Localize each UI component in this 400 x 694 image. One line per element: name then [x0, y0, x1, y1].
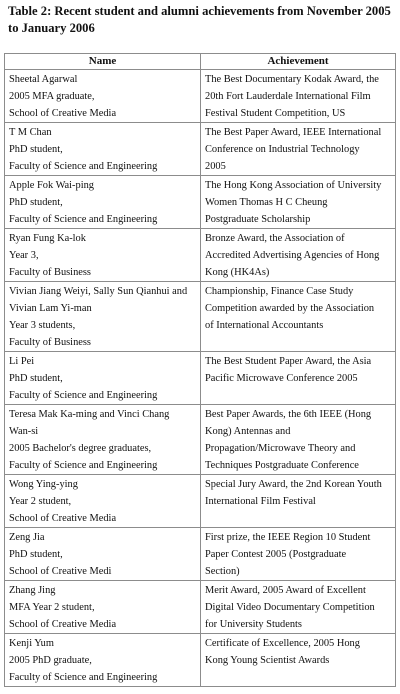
name-line: School of Creative Media	[9, 108, 117, 119]
achievement-line: 2005	[205, 161, 226, 172]
name-line: Sheetal Agarwal	[9, 74, 78, 85]
achievement-cell	[201, 634, 396, 687]
name-line: School of Creative Medi	[9, 566, 112, 577]
table-row	[5, 528, 396, 581]
table-row	[5, 229, 396, 282]
achievement-line: Techniques Postgraduate Conference	[205, 460, 359, 471]
name-line: Zhang Jing	[9, 585, 56, 596]
table-row	[5, 176, 396, 229]
achievement-line: Competition awarded by the Association	[205, 303, 375, 314]
achievement-line: Women Thomas H C Cheung	[205, 197, 328, 208]
name-cell	[5, 528, 201, 581]
achievement-line: Special Jury Award, the 2nd Korean Youth	[205, 479, 382, 490]
name-line: Li Pei	[9, 356, 35, 367]
achievement-cell	[201, 70, 396, 123]
achievement-line: Bronze Award, the Association of	[205, 233, 345, 244]
name-line: Kenji Yum	[9, 638, 54, 649]
achievement-line: Accredited Advertising Agencies of Hong	[205, 250, 380, 261]
name-line: Year 3,	[9, 250, 39, 261]
achievement-line: The Best Documentary Kodak Award, the	[205, 74, 379, 85]
name-line: Faculty of Science and Engineering	[9, 672, 158, 683]
achievement-line: Section)	[205, 566, 240, 577]
name-cell	[5, 634, 201, 687]
name-line: Faculty of Science and Engineering	[9, 214, 158, 225]
name-line: Wan-si	[9, 426, 39, 437]
name-line: Faculty of Business	[9, 337, 91, 348]
achievement-line: The Hong Kong Association of University	[205, 180, 382, 191]
name-cell	[5, 229, 201, 282]
achievement-line: Kong) Antennas and	[205, 426, 291, 437]
name-line: Wong Ying-ying	[9, 479, 78, 490]
achievement-cell	[201, 581, 396, 634]
name-line: 2005 PhD graduate,	[9, 655, 92, 666]
name-line: Vivian Jiang Weiyi, Sally Sun Qianhui and	[9, 286, 188, 297]
achievement-line: 20th Fort Lauderdale International Film	[205, 91, 371, 102]
name-line: Apple Fok Wai-ping	[9, 180, 94, 191]
name-cell	[5, 405, 201, 475]
name-line: 2005 Bachelor's degree graduates,	[9, 443, 152, 454]
name-line: Faculty of Science and Engineering	[9, 161, 158, 172]
table-title: Table 2: Recent student and alumni achievements from November 2005 to January 2006	[8, 4, 391, 35]
achievement-cell	[201, 352, 396, 405]
name-line: 2005 MFA graduate,	[9, 91, 95, 102]
achievement-line: for University Students	[205, 619, 302, 630]
name-cell	[5, 475, 201, 528]
name-line: Year 3 students,	[9, 320, 76, 331]
name-line: PhD student,	[9, 549, 63, 560]
name-line: School of Creative Media	[9, 619, 117, 630]
achievement-cell	[201, 282, 396, 352]
achievement-line: Merit Award, 2005 Award of Excellent	[205, 585, 366, 596]
table-row	[5, 352, 396, 405]
name-cell	[5, 70, 201, 123]
achievement-line: Postgraduate Scholarship	[205, 214, 311, 225]
name-cell	[5, 352, 201, 405]
achievement-cell	[201, 229, 396, 282]
name-line: MFA Year 2 student,	[9, 602, 95, 613]
achievement-cell	[201, 475, 396, 528]
achievement-line: Certificate of Excellence, 2005 Hong	[205, 638, 360, 649]
name-line: Vivian Lam Yi-man	[9, 303, 92, 314]
name-cell	[5, 581, 201, 634]
name-line: Teresa Mak Ka-ming and Vinci Chang	[9, 409, 170, 420]
achievement-line: Paper Contest 2005 (Postgraduate	[205, 549, 347, 560]
name-line: Year 2 student,	[9, 496, 72, 507]
name-line: PhD student,	[9, 197, 63, 208]
achievement-line: International Film Festival	[205, 496, 316, 507]
table-row	[5, 475, 396, 528]
name-line: T M Chan	[9, 127, 52, 138]
achievement-line: Championship, Finance Case Study	[205, 286, 354, 297]
name-cell	[5, 123, 201, 176]
achievement-line: Digital Video Documentary Competition	[205, 602, 375, 613]
achievement-line: Kong Young Scientist Awards	[205, 655, 330, 666]
achievement-line: of International Accountants	[205, 320, 324, 331]
table-row	[5, 634, 396, 687]
achievement-line: Conference on Industrial Technology	[205, 144, 360, 155]
achievement-line: Best Paper Awards, the 6th IEEE (Hong	[205, 409, 372, 420]
table-row	[5, 123, 396, 176]
table-row	[5, 405, 396, 475]
name-line: PhD student,	[9, 144, 63, 155]
name-cell	[5, 282, 201, 352]
name-line: Faculty of Science and Engineering	[9, 460, 158, 471]
achievement-cell	[201, 123, 396, 176]
header-achievement: Achievement	[201, 54, 396, 70]
name-line: Ryan Fung Ka-lok	[9, 233, 86, 244]
header-name: Name	[5, 54, 201, 70]
achievement-line: The Best Paper Award, IEEE International	[205, 127, 382, 138]
name-line: PhD student,	[9, 373, 63, 384]
achievement-line: Pacific Microwave Conference 2005	[205, 373, 358, 384]
achievements-table	[4, 53, 396, 687]
achievement-line: The Best Student Paper Award, the Asia	[205, 356, 372, 367]
table-row	[5, 70, 396, 123]
name-cell	[5, 176, 201, 229]
table-header-row	[5, 54, 396, 70]
name-line: School of Creative Media	[9, 513, 117, 524]
achievement-cell	[201, 176, 396, 229]
achievement-line: First prize, the IEEE Region 10 Student	[205, 532, 371, 543]
name-line: Faculty of Science and Engineering	[9, 390, 158, 401]
table-body	[5, 70, 396, 687]
achievement-cell	[201, 405, 396, 475]
achievement-cell	[201, 528, 396, 581]
achievement-line: Festival Student Competition, US	[205, 108, 346, 119]
achievement-line: Propagation/Microwave Theory and	[205, 443, 356, 454]
name-line: Faculty of Business	[9, 267, 91, 278]
table-row	[5, 581, 396, 634]
achievement-line: Kong (HK4As)	[205, 267, 270, 278]
table-row	[5, 282, 396, 352]
name-line: Zeng Jia	[9, 532, 45, 543]
